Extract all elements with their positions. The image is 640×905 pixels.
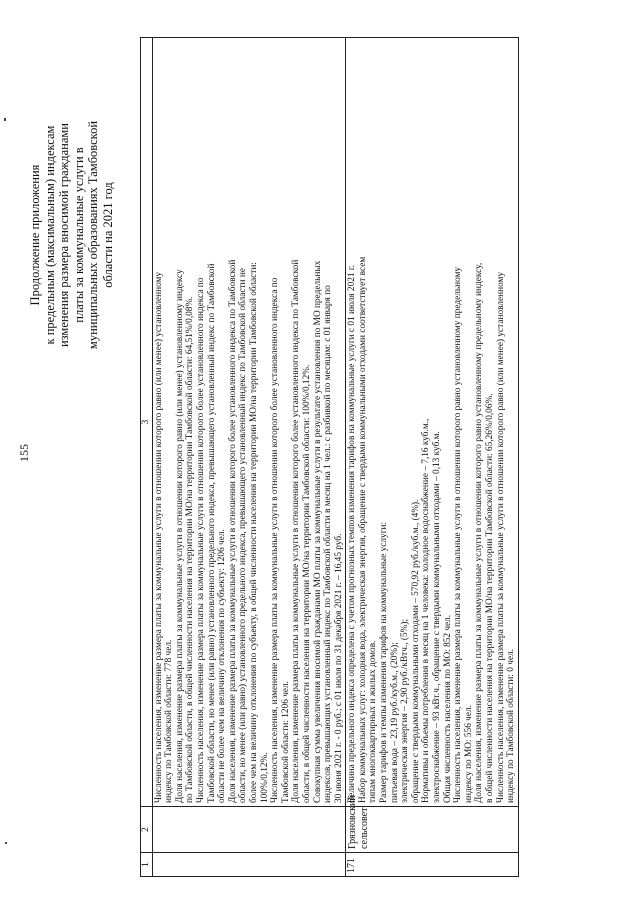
- appendix-heading: [28, 25, 115, 445]
- index-table: [140, 37, 519, 877]
- text-line: Доля населения, изменение размера платы за коммунальные услуги в отношении которого более установленного индекса по Тамбовской: [291, 259, 302, 803]
- text-line: питьевая вода – 23,19 руб./куб.м., (20%);: [389, 642, 400, 803]
- text-line: индексов, превышающих установленный индекс по Тамбовской области в месяц на 1 чел.: с разбивкой по месяцам: с 01 января по: [323, 285, 334, 803]
- row-description: [346, 38, 519, 807]
- text-line: по Тамбовской области, в общей численности населения на территории МО/на территории Тамбовской области: 64,51%/0,08%.: [185, 296, 196, 803]
- scan-speck: [5, 842, 7, 844]
- text-line: Набор коммунальных услуг: холодная вода, электрическая энергия, обращение с твердыми коммунальными отходами соответствует всем: [357, 256, 368, 803]
- heading-line: к предельным (максимальным) индексам: [42, 125, 57, 345]
- text-line: Доля населения, изменение размера платы за коммунальные услуги в отношении которого более установленного индекса по Тамбовской: [227, 259, 238, 803]
- text-line: Тамбовской области: 1206 чел.: [280, 681, 291, 803]
- text-line: в общей численности населения на территории МО/на территории Тамбовской области: 65,26%/0,06%.: [485, 393, 495, 803]
- text-line: электроснабжение – 93 кВт.ч., обращение с твердыми коммунальными отходами – 0,13 куб.м.: [432, 431, 443, 803]
- column-header: 1: [141, 853, 153, 877]
- text-line: Численность населения, изменение размера платы за коммунальные услуги в отношении которого равно (или менее) установленному: [153, 271, 164, 803]
- text-line: области не более чем на величину отклонения по субъекту: 1206 чел.: [217, 529, 228, 803]
- row-description: [152, 38, 346, 807]
- text-line: Тамбовской области, но менее (или равно) установленного предельного индекса, превышающего установленный индекс по Тамбовской: [206, 263, 217, 803]
- heading-line: Продолжение приложения: [28, 164, 42, 306]
- page-number: 155: [17, 444, 31, 462]
- text-line: 30 июня 2021 г. - 0 руб.; с 01 июля по 31 декабря 2021 г. – 16,45 руб.: [333, 533, 344, 803]
- row-number: [152, 853, 346, 877]
- text-line: Доля населения, изменение размера платы за коммунальные услуги в отношении которого равно установленному предельному индексу,: [474, 262, 485, 803]
- scan-speck: [4, 118, 6, 121]
- table-header-row: [141, 38, 153, 877]
- heading-line: области на 2021 год: [100, 182, 115, 288]
- text-line: области, но менее (или равно) установленного предельного индекса, превышающего установленный индекс по Тамбовской области не: [238, 268, 249, 803]
- municipality-name: Грязновский сельсовет: [346, 807, 519, 853]
- text-line: обращение с твердыми коммунальными отходами – 570,92 руб./куб.м., (4%).: [410, 499, 421, 803]
- text-line: электрическая энергия – 2,90 руб./кВтч., (5%);: [400, 618, 411, 803]
- text-line: Численность населения, изменение размера платы за коммунальные услуги в отношении которого равно (или менее) установленному: [495, 271, 506, 803]
- table-row: [346, 38, 519, 877]
- column-header: 3: [141, 38, 153, 807]
- text-line: более чем на величину отклонения по субъекту, в общей численности населения на территории МО/на территории Тамбовской области:: [248, 262, 259, 803]
- text-line: Доля населения, изменение размера платы за коммунальные услуги в отношении которого равно (или менее) установленному индексу: [174, 269, 185, 803]
- heading-line: платы за коммунальные услуги в: [71, 147, 86, 323]
- text-line: индексу по МО: 556 чел.: [463, 705, 474, 803]
- text-line: индексу по Тамбовской области: 0 чел.: [506, 648, 517, 803]
- text-line: Размер тарифов и темпы изменения тарифов на коммунальные услуги:: [379, 521, 390, 803]
- text-line: Величина предельного индекса определена с учетом прогнозных темпов изменения тарифов на коммунальные услуги с 01 июля 2021 г.: [347, 265, 358, 803]
- text-line: Численность населения, изменение размера платы за коммунальные услуги в отношении которого равно установленному предельному: [453, 266, 464, 803]
- heading-line: муниципальных образованиях Тамбовской: [86, 120, 100, 350]
- text-line: 100%/0,12%.: [259, 752, 270, 803]
- text-line: Общая численность населения по МО: 852 чел.: [442, 614, 453, 803]
- text-line: индексу по Тамбовской области: 778 чел.: [164, 639, 175, 803]
- text-line: Совокупная сумма увеличения вносимой гражданами МО платы за коммунальные услуги в результате установления по МО предельных: [312, 260, 323, 803]
- text-line: Нормативы и объемы потребления в месяц на 1 человека: холодное водоснабжение – 7,16 куб.м.,: [421, 418, 432, 803]
- column-header: 2: [141, 807, 153, 853]
- text-line: области, в общей численности населения на территории МО/на территории Тамбовской области: 100%/0,12%.: [301, 364, 312, 803]
- table-row: [152, 38, 346, 877]
- heading-line: изменения размера вносимой гражданами: [57, 123, 71, 348]
- row-number: 171: [346, 853, 519, 877]
- text-line: Численность населения, изменение размера платы за коммунальные услуги в отношении которого более установленного индекса по: [195, 277, 206, 803]
- text-line: типам многоквартирных и жилых домов.: [368, 640, 379, 803]
- text-line: Численность населения, изменение размера платы за коммунальные услуги в отношении которого более установленного индекса по: [270, 277, 281, 803]
- municipality-name: [152, 807, 346, 853]
